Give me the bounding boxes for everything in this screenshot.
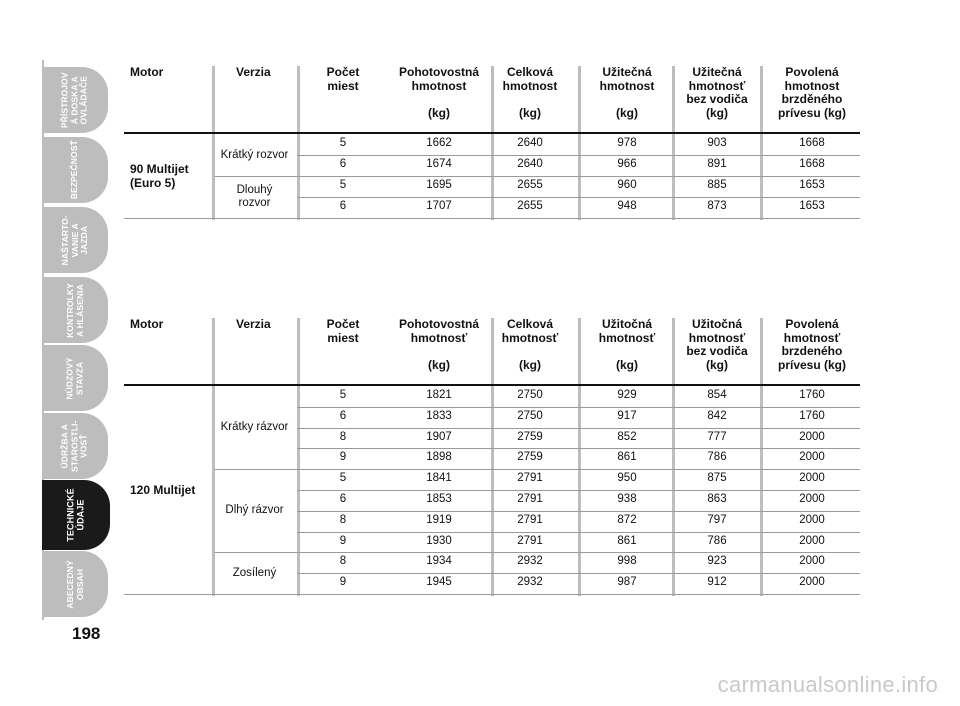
column-header: Počet miest xyxy=(326,317,360,345)
watermark: carmanualsonline.info xyxy=(717,672,938,697)
table-row xyxy=(124,410,860,428)
table-cell: 966 xyxy=(617,158,637,170)
table-cell: 2759 xyxy=(517,430,543,443)
table-cell: 786 xyxy=(707,534,727,547)
table-cell: 861 xyxy=(617,534,637,547)
table-cell: 1760 xyxy=(799,409,825,422)
table-row xyxy=(124,576,860,594)
chapter-tab-2[interactable] xyxy=(42,207,108,273)
table-cell: 852 xyxy=(617,430,637,443)
table-cell: 2000 xyxy=(799,513,825,526)
table-cell: 873 xyxy=(707,200,727,212)
table-row xyxy=(124,389,860,407)
column-header: Pohotovostná hmotnost (kg) xyxy=(399,65,479,120)
table-cell: 929 xyxy=(617,389,637,401)
table-cell: 8 xyxy=(339,430,347,443)
motor-label: 90 Multijet (Euro 5) xyxy=(130,162,189,190)
table-cell: 2759 xyxy=(517,451,543,464)
table-cell: 2000 xyxy=(799,430,825,443)
table-cell: 2000 xyxy=(799,472,825,485)
chapter-tab-5[interactable] xyxy=(42,413,108,479)
table-cell: 797 xyxy=(707,513,727,526)
table-cell: 842 xyxy=(707,409,727,422)
chapter-tab-3[interactable] xyxy=(42,277,108,343)
header-rule xyxy=(124,384,860,386)
version-divider xyxy=(215,176,297,177)
table-cell: 5 xyxy=(339,389,347,401)
table-cell: 978 xyxy=(617,137,637,149)
table-row xyxy=(124,431,860,449)
table-cell: 1853 xyxy=(426,493,452,505)
table-cell: 1668 xyxy=(799,158,825,170)
weights-table-120-multijet xyxy=(124,317,860,589)
table-cell: 5 xyxy=(339,137,347,149)
version-label: Krátký rozvor xyxy=(220,148,289,161)
column-header: Pohotovostná hmotnosť (kg) xyxy=(399,317,479,372)
table-row xyxy=(124,179,860,197)
column-header: Motor xyxy=(130,65,164,79)
column-header: Verzia xyxy=(236,65,271,79)
table-cell: 1930 xyxy=(426,534,452,547)
row-divider xyxy=(297,176,860,177)
table-cell: 6 xyxy=(339,493,347,505)
version-label: Krátky rázvor xyxy=(220,421,289,434)
column-header: Povolená hmotnost brzděného prívesu (kg) xyxy=(777,65,846,120)
column-header: Užitečná hmotnost (kg) xyxy=(599,65,655,120)
row-divider xyxy=(297,511,860,512)
row-divider xyxy=(297,197,860,198)
chapter-tab-0[interactable] xyxy=(42,67,108,133)
table-cell: 923 xyxy=(707,555,727,568)
table-row xyxy=(124,158,860,176)
page-number: 198 xyxy=(72,624,101,643)
table-cell: 8 xyxy=(339,555,347,568)
table-cell: 1898 xyxy=(426,451,452,464)
table-cell: 1662 xyxy=(426,137,452,149)
row-divider xyxy=(297,407,860,408)
version-label: Zosílený xyxy=(232,566,277,579)
version-label: Dlhý rázvor xyxy=(225,504,284,517)
table-cell: 1695 xyxy=(426,179,452,191)
table-cell: 2750 xyxy=(517,409,543,422)
table-cell: 1668 xyxy=(799,137,825,149)
table-cell: 1841 xyxy=(426,472,452,485)
table-cell: 6 xyxy=(339,158,347,170)
table-cell: 2000 xyxy=(799,576,825,589)
weights-table-90-multijet xyxy=(124,65,860,212)
row-divider xyxy=(297,490,860,491)
chapter-tab-4[interactable] xyxy=(42,345,108,411)
version-divider xyxy=(215,552,297,553)
chapter-tab-label: BEZPEČNOSŤ xyxy=(69,140,80,200)
table-cell: 1833 xyxy=(426,409,452,422)
table-cell: 1707 xyxy=(426,200,452,212)
table-cell: 960 xyxy=(617,179,637,191)
table-cell: 5 xyxy=(339,472,347,485)
table-row xyxy=(124,137,860,155)
row-divider xyxy=(297,552,860,553)
table-cell: 9 xyxy=(339,534,347,547)
column-header: Motor xyxy=(130,317,164,331)
table-cell: 1674 xyxy=(426,158,452,170)
table-cell: 2750 xyxy=(517,389,543,401)
header-rule xyxy=(124,132,860,134)
table-cell: 9 xyxy=(339,576,347,589)
row-divider xyxy=(297,428,860,429)
table-cell: 1653 xyxy=(799,179,825,191)
table-cell: 2655 xyxy=(517,200,543,212)
table-cell: 875 xyxy=(707,472,727,485)
table-cell: 2640 xyxy=(517,158,543,170)
table-cell: 2791 xyxy=(517,472,543,485)
table-cell: 863 xyxy=(707,493,727,505)
table-cell: 1760 xyxy=(799,389,825,401)
table-cell: 2791 xyxy=(517,493,543,505)
table-cell: 872 xyxy=(617,513,637,526)
table-cell: 1934 xyxy=(426,555,452,568)
row-divider xyxy=(297,448,860,449)
table-cell: 854 xyxy=(707,389,727,401)
row-divider xyxy=(297,573,860,574)
column-header: Celková hmotnosť (kg) xyxy=(501,317,559,372)
table-cell: 948 xyxy=(617,200,637,212)
table-cell: 2655 xyxy=(517,179,543,191)
table-cell: 1821 xyxy=(426,389,452,401)
table-cell: 885 xyxy=(707,179,727,191)
table-bottom-rule xyxy=(124,218,860,219)
table-cell: 987 xyxy=(617,576,637,589)
table-cell: 2932 xyxy=(517,576,543,589)
chapter-tab-label: ABECEDNÝ OBSAH xyxy=(64,559,84,609)
table-row xyxy=(124,514,860,532)
table-cell: 1653 xyxy=(799,200,825,212)
table-cell: 2640 xyxy=(517,137,543,149)
chapter-tabs xyxy=(42,0,108,640)
table-cell: 6 xyxy=(339,200,347,212)
table-bottom-rule xyxy=(124,594,860,595)
row-divider xyxy=(297,469,860,470)
chapter-tab-label: KONTROLKY A HLÁSENIA xyxy=(64,282,84,338)
column-header: Celková hmotnost (kg) xyxy=(502,65,558,120)
table-cell: 912 xyxy=(707,576,727,589)
table-cell: 2000 xyxy=(799,534,825,547)
chapter-tab-label: TECHNICKÉ ÚDAJE xyxy=(66,488,86,542)
chapter-tab-label: PŘÍSTROJOV Á DOSKA A OVLÁDAČE xyxy=(59,72,89,128)
chapter-tab-label: NAŠTARTO- VANIE A JAZDA xyxy=(59,214,89,266)
table-cell: 903 xyxy=(707,137,727,149)
table-row xyxy=(124,451,860,469)
table-cell: 1919 xyxy=(426,513,452,526)
table-cell: 891 xyxy=(707,158,727,170)
table-cell: 8 xyxy=(339,513,347,526)
table-row xyxy=(124,535,860,553)
table-row xyxy=(124,200,860,218)
table-cell: 998 xyxy=(617,555,637,568)
motor-label: 120 Multijet xyxy=(130,483,196,497)
table-row xyxy=(124,472,860,490)
chapter-tab-6[interactable] xyxy=(42,480,110,550)
table-cell: 2791 xyxy=(517,513,543,526)
table-cell: 2791 xyxy=(517,534,543,547)
table-cell: 777 xyxy=(707,430,727,443)
table-row xyxy=(124,493,860,511)
table-cell: 1945 xyxy=(426,576,452,589)
row-divider xyxy=(297,155,860,156)
table-cell: 2000 xyxy=(799,451,825,464)
version-divider xyxy=(215,469,297,470)
table-cell: 1907 xyxy=(426,430,452,443)
row-divider xyxy=(297,532,860,533)
column-header: Užitočná hmotnosť (kg) xyxy=(598,317,656,372)
version-label: Dlouhý rozvor xyxy=(236,184,273,209)
table-cell: 9 xyxy=(339,451,347,464)
table-cell: 786 xyxy=(707,451,727,464)
column-header: Povolená hmotnosť brzdeného prívesu (kg) xyxy=(777,317,846,372)
table-row xyxy=(124,555,860,573)
table-cell: 861 xyxy=(617,451,637,464)
table-cell: 6 xyxy=(339,409,347,422)
column-header: Užitočná hmotnosť bez vodiča (kg) xyxy=(686,317,748,372)
chapter-tab-7[interactable] xyxy=(42,551,108,617)
table-cell: 917 xyxy=(617,409,637,422)
table-cell: 2932 xyxy=(517,555,543,568)
chapter-tab-label: NÚDZOVÝ STAVZA xyxy=(64,356,84,400)
column-header: Verzia xyxy=(236,317,271,331)
table-cell: 938 xyxy=(617,493,637,505)
table-cell: 2000 xyxy=(799,493,825,505)
table-cell: 2000 xyxy=(799,555,825,568)
table-cell: 950 xyxy=(617,472,637,485)
chapter-tab-label: ÚDRŽBA A STAROSTLI- VOSŤ xyxy=(59,420,89,472)
table-cell: 5 xyxy=(339,179,347,191)
column-header: Užitečná hmotnosť bez vodiča (kg) xyxy=(686,65,748,120)
chapter-tab-1[interactable] xyxy=(42,137,108,203)
column-header: Počet miest xyxy=(326,65,360,93)
